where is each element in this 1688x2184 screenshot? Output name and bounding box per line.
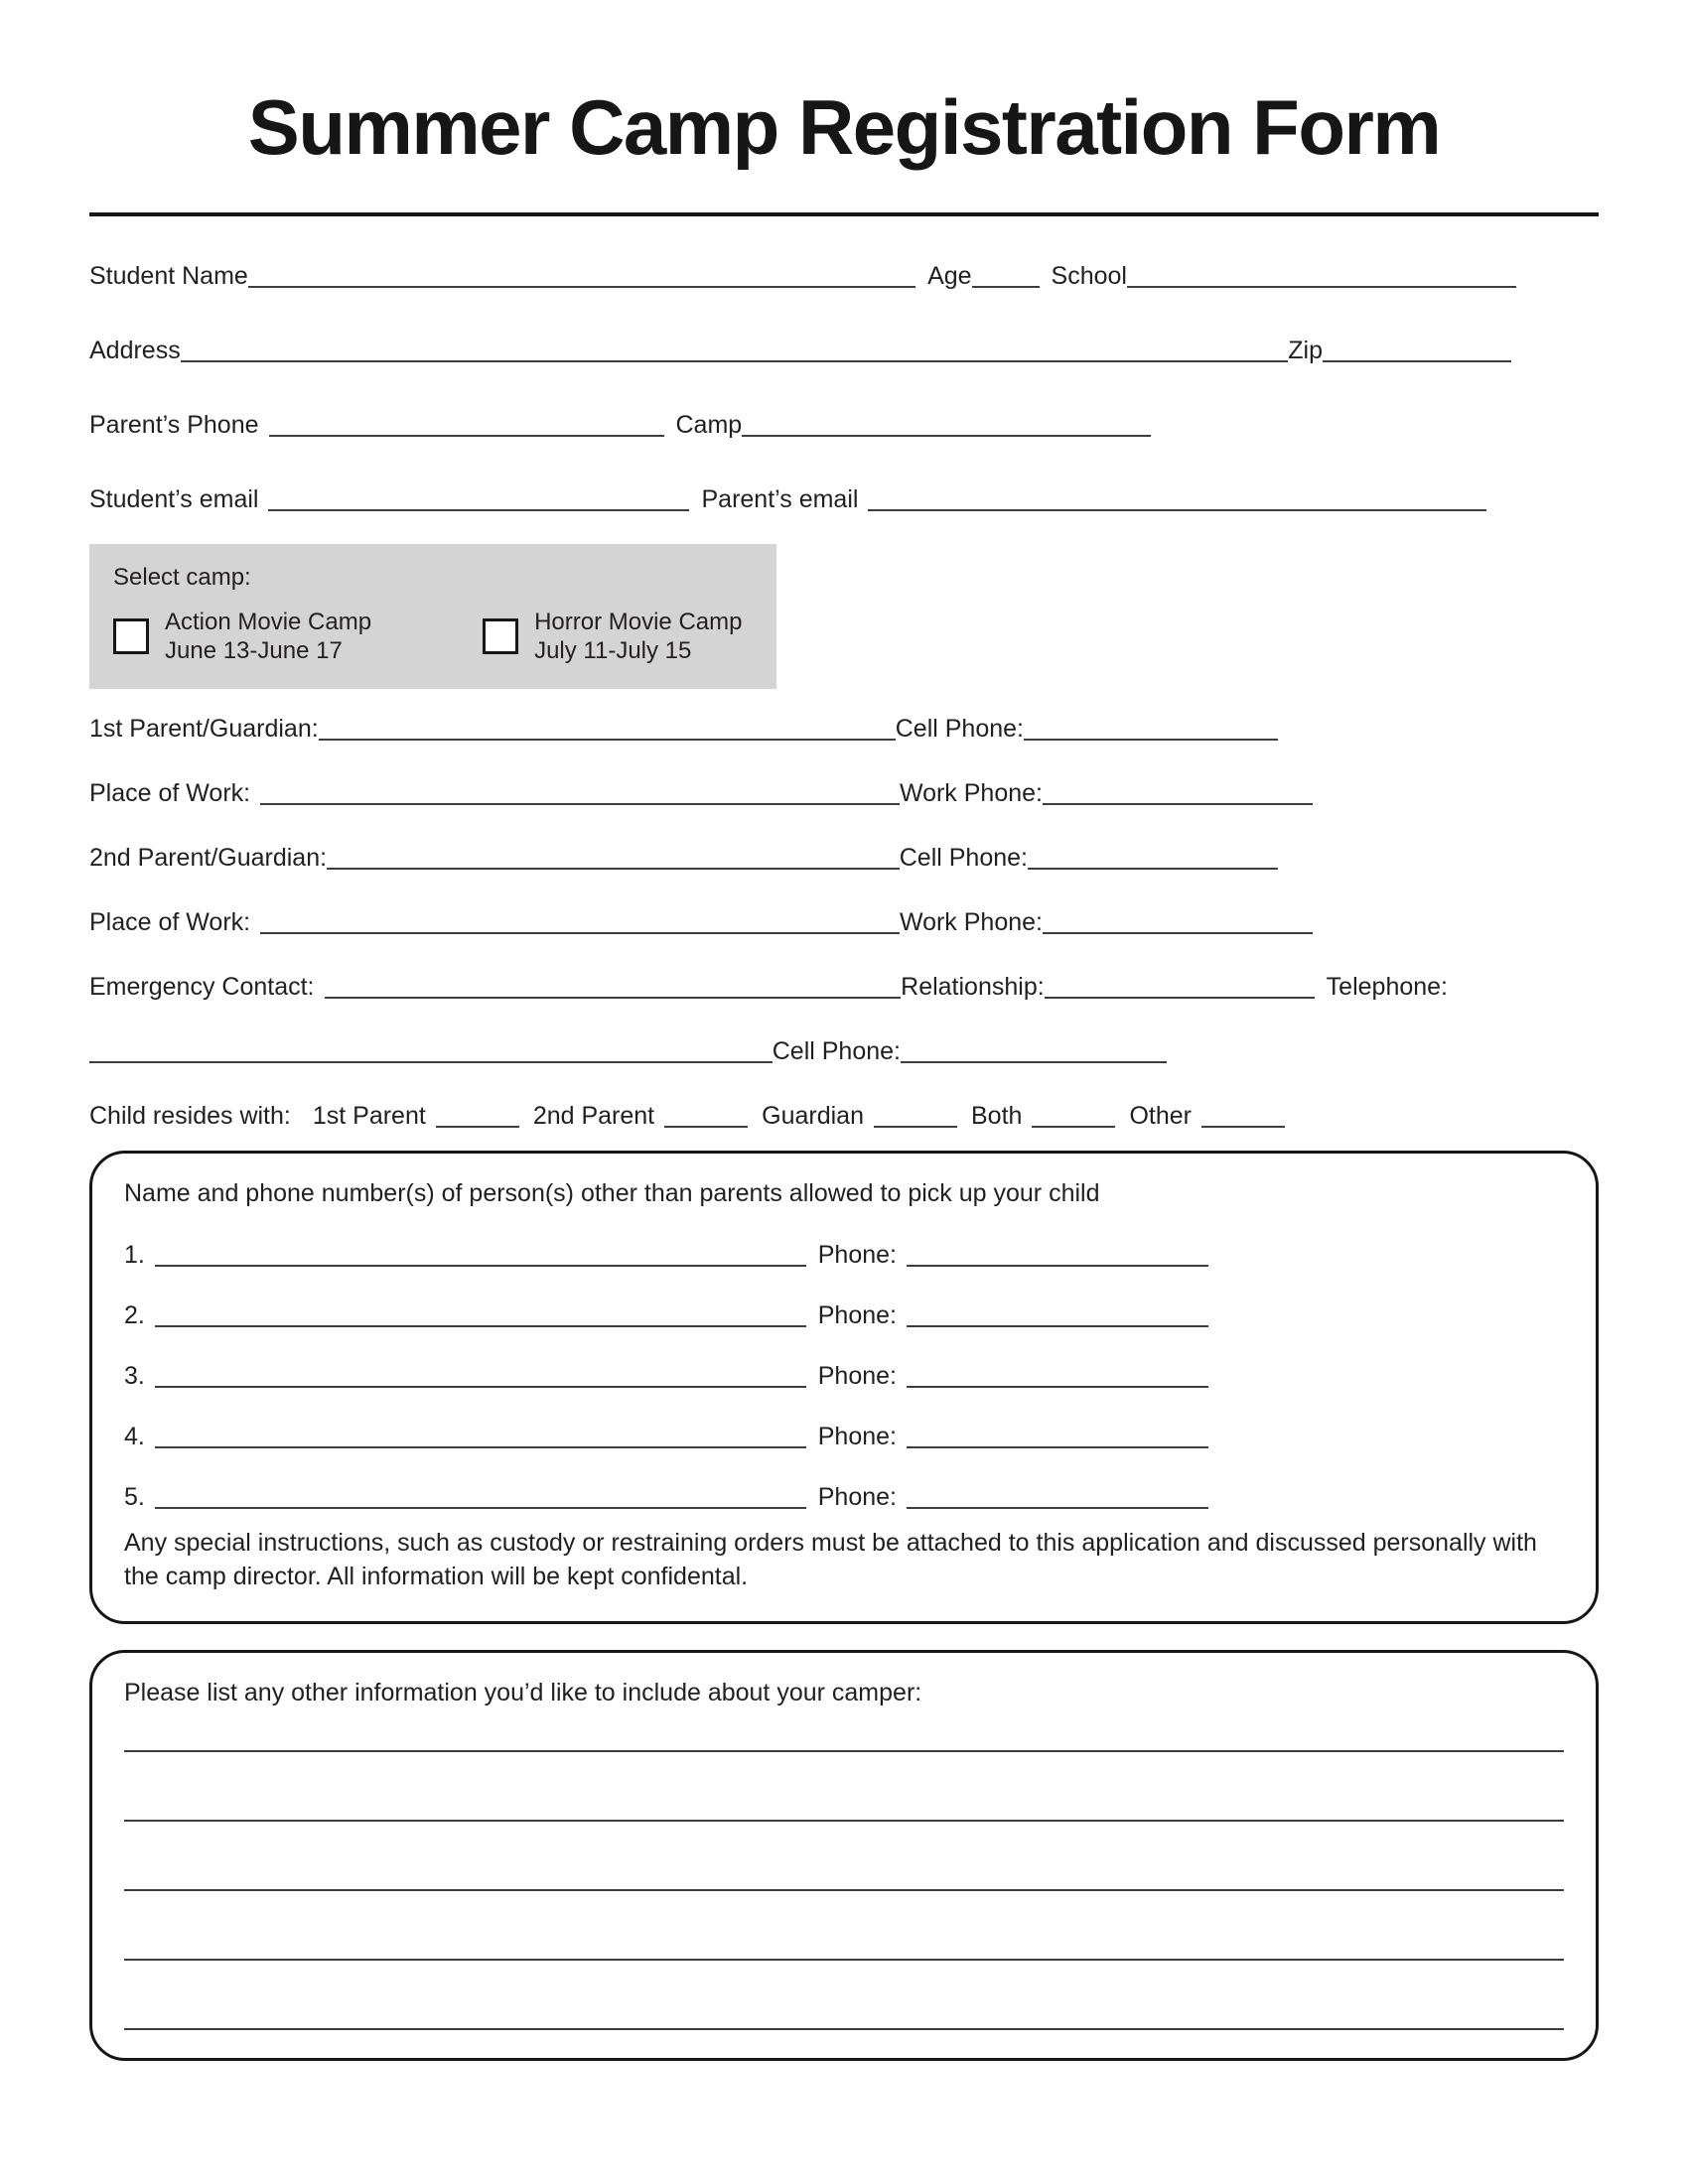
emergency-contact-field[interactable]: [325, 975, 902, 999]
age-field[interactable]: [972, 264, 1040, 288]
pickup-number-3: 3.: [124, 1361, 145, 1390]
camp-option-action-movie: [113, 608, 371, 665]
students-email-field[interactable]: [268, 487, 689, 511]
camp-options: [113, 608, 753, 665]
emergency-cell-label: Cell Phone:: [772, 1036, 901, 1065]
pickup-special-instructions-note: Any special instructions, such as custody or restraining orders must be attached to this application and discussed personally with the camp director. All information will be kept confidental.: [124, 1528, 1537, 1590]
horror-camp-text: [534, 608, 742, 665]
zip-field[interactable]: [1323, 339, 1511, 362]
pickup-phone-4-field[interactable]: [907, 1425, 1208, 1448]
row-address: [89, 335, 1511, 365]
second-parent-label: 2nd Parent/Guardian:: [89, 843, 328, 872]
other-info-header: Please list any other information you’d like to include about your camper:: [124, 1678, 922, 1706]
pickup-phone-3-field[interactable]: [907, 1364, 1208, 1388]
camp-option-horror-movie: [483, 608, 742, 665]
pickup-phone-label-3: Phone:: [817, 1361, 897, 1390]
resides-option-first-parent: 1st Parent: [312, 1101, 426, 1130]
resides-other-field[interactable]: [1201, 1104, 1285, 1128]
row-emergency-contact: [89, 971, 1448, 1002]
row-emergency-cell: [89, 1035, 1167, 1066]
other-info-line-1[interactable]: [124, 1750, 1564, 1752]
other-info-box: [89, 1650, 1599, 2061]
second-parent-cell-label: Cell Phone:: [899, 843, 1028, 872]
pickup-row-3: [124, 1360, 1208, 1391]
age-label: Age: [927, 261, 972, 290]
pickup-header: Name and phone number(s) of person(s) other than parents allowed to pick up your child: [124, 1178, 1100, 1207]
pickup-name-3-field[interactable]: [155, 1364, 806, 1388]
students-email-label: Student’s email: [89, 484, 259, 513]
parents-email-label: Parent’s email: [701, 484, 859, 513]
first-parent-cell-field[interactable]: [1024, 717, 1278, 741]
second-parent-cell-field[interactable]: [1028, 846, 1278, 870]
work-phone-2-label: Work Phone:: [899, 907, 1043, 936]
pickup-phone-2-field[interactable]: [907, 1303, 1208, 1327]
pickup-number-5: 5.: [124, 1482, 145, 1511]
second-parent-name-field[interactable]: [327, 846, 900, 870]
first-parent-name-field[interactable]: [319, 717, 896, 741]
action-camp-dates: June 13-June 17: [165, 636, 343, 664]
pickup-authorization-box: [89, 1151, 1599, 1624]
pickup-name-4-field[interactable]: [155, 1425, 806, 1448]
resides-second-parent-field[interactable]: [664, 1104, 748, 1128]
parents-email-field[interactable]: [868, 487, 1486, 511]
camp-label: Camp: [675, 410, 743, 439]
pickup-row-5: [124, 1481, 1208, 1512]
first-parent-label: 1st Parent/Guardian:: [89, 714, 319, 743]
pickup-phone-label-1: Phone:: [817, 1240, 897, 1269]
row-child-resides-with: [89, 1100, 1599, 1131]
place-of-work-2-label: Place of Work:: [89, 907, 251, 936]
horror-camp-name: Horror Movie Camp: [534, 608, 743, 635]
relationship-label: Relationship:: [901, 972, 1045, 1001]
telephone-label: Telephone:: [1326, 972, 1448, 1001]
emergency-contact-label: Emergency Contact:: [89, 972, 315, 1001]
work-phone-1-label: Work Phone:: [899, 778, 1043, 807]
place-of-work-1-field[interactable]: [260, 781, 900, 805]
pickup-row-4: [124, 1421, 1208, 1451]
pickup-name-1-field[interactable]: [155, 1243, 806, 1267]
select-camp-label: Select camp:: [113, 563, 251, 591]
row-place-of-work-2: [89, 906, 1313, 937]
place-of-work-2-field[interactable]: [260, 910, 900, 934]
zip-label: Zip: [1288, 336, 1323, 364]
pickup-number-4: 4.: [124, 1422, 145, 1450]
student-name-label: Student Name: [89, 261, 248, 290]
pickup-phone-label-5: Phone:: [817, 1482, 897, 1511]
resides-option-both: Both: [971, 1101, 1023, 1130]
action-camp-checkbox[interactable]: [113, 618, 149, 654]
student-name-field[interactable]: [248, 264, 915, 288]
pickup-phone-5-field[interactable]: [907, 1485, 1208, 1509]
resides-both-field[interactable]: [1032, 1104, 1115, 1128]
horror-camp-dates: July 11-July 15: [534, 636, 692, 664]
pickup-number-2: 2.: [124, 1300, 145, 1329]
relationship-field[interactable]: [1045, 975, 1315, 999]
work-phone-2-field[interactable]: [1043, 910, 1313, 934]
address-label: Address: [89, 336, 181, 364]
other-info-line-4[interactable]: [124, 1959, 1564, 1961]
resides-with-label: Child resides with:: [89, 1101, 291, 1130]
pickup-row-1: [124, 1239, 1208, 1270]
resides-first-parent-field[interactable]: [436, 1104, 519, 1128]
other-info-line-2[interactable]: [124, 1820, 1564, 1822]
place-of-work-1-label: Place of Work:: [89, 778, 251, 807]
pickup-phone-label-4: Phone:: [817, 1422, 897, 1450]
first-parent-cell-label: Cell Phone:: [895, 714, 1024, 743]
school-field[interactable]: [1127, 264, 1516, 288]
row-emails: [89, 483, 1486, 514]
row-second-parent: [89, 842, 1278, 873]
parents-phone-label: Parent’s Phone: [89, 410, 259, 439]
row-student-name: [89, 260, 1516, 291]
address-field[interactable]: [181, 339, 1289, 362]
action-camp-name: Action Movie Camp: [165, 608, 372, 635]
row-place-of-work-1: [89, 777, 1313, 808]
page-title: Summer Camp Registration Form: [247, 83, 1441, 171]
resides-guardian-field[interactable]: [874, 1104, 957, 1128]
camp-field[interactable]: [742, 413, 1151, 437]
row-first-parent: [89, 713, 1278, 744]
pickup-name-2-field[interactable]: [155, 1303, 806, 1327]
pickup-name-5-field[interactable]: [155, 1485, 806, 1509]
resides-option-guardian: Guardian: [762, 1101, 864, 1130]
pickup-phone-label-2: Phone:: [817, 1300, 897, 1329]
row-phone-camp: [89, 409, 1599, 440]
parents-phone-field[interactable]: [269, 413, 664, 437]
action-camp-text: [165, 608, 371, 665]
other-info-line-5[interactable]: [124, 2028, 1564, 2030]
telephone-field[interactable]: [89, 1039, 773, 1063]
pickup-phone-1-field[interactable]: [907, 1243, 1208, 1267]
other-info-line-3[interactable]: [124, 1889, 1564, 1891]
emergency-cell-field[interactable]: [901, 1039, 1167, 1063]
pickup-number-1: 1.: [124, 1240, 145, 1269]
pickup-row-2: [124, 1299, 1208, 1330]
resides-option-second-parent: 2nd Parent: [532, 1101, 655, 1130]
school-label: School: [1051, 261, 1127, 290]
title-divider: [89, 212, 1599, 216]
horror-camp-checkbox[interactable]: [483, 618, 518, 654]
resides-option-other: Other: [1129, 1101, 1192, 1130]
work-phone-1-field[interactable]: [1043, 781, 1313, 805]
camp-selection-box: [89, 544, 776, 689]
